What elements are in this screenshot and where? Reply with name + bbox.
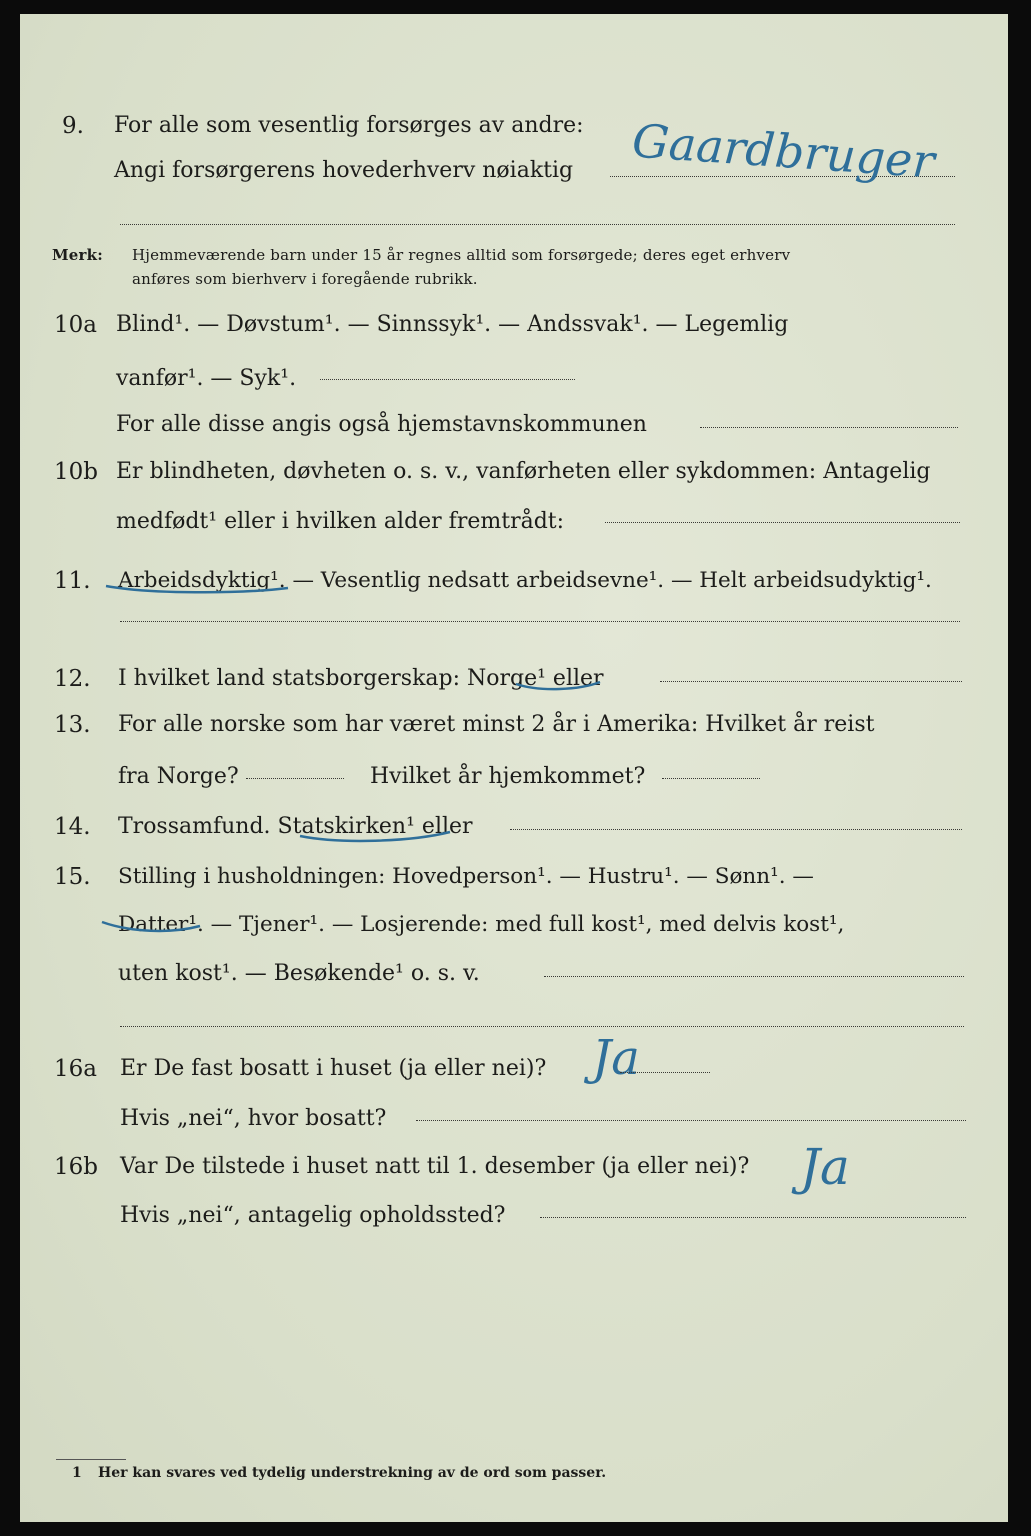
q14-number: 14. (54, 814, 91, 840)
q15-second-line (120, 1026, 964, 1027)
q13-line-2a: fra Norge? (118, 764, 239, 789)
q16b-line-1: Var De tilstede i huset natt til 1. desember (ja eller nei)? (120, 1154, 750, 1179)
footnote-mark: 1 (72, 1465, 82, 1481)
q11-number: 11. (54, 568, 91, 594)
q16a-answer-line (620, 1072, 710, 1073)
q10a-answer-line (320, 379, 575, 380)
q10b-answer-line (605, 522, 960, 523)
q9-number: 9. (62, 113, 84, 139)
merk-line-2: anføres som bierhverv i foregående rubrikk. (132, 270, 478, 288)
q10b-line-1: Er blindheten, døvheten o. s. v., vanførheten eller sykdommen: Antagelig (116, 459, 931, 484)
q14-answer-line (510, 829, 962, 830)
q10a-hjemstavn-line (700, 427, 958, 428)
q9-instruction: Angi forsørgerens hovederhverv nøiaktig (114, 158, 574, 183)
q12-answer-line (660, 681, 962, 682)
q10a-line-1: Blind¹. — Døvstum¹. — Sinnssyk¹. — Andssvak¹. — Legemlig (116, 312, 789, 337)
q9-second-line (120, 224, 955, 225)
q10a-line-3: For alle disse angis også hjemstavnskommunen (116, 412, 647, 437)
q16b-number: 16b (54, 1154, 98, 1180)
q13-reist-line (246, 778, 344, 779)
q16a-number: 16a (54, 1056, 97, 1082)
q12-number: 12. (54, 666, 91, 692)
q11-line-1: Arbeidsdyktig¹. — Vesentlig nedsatt arbeidsevne¹. — Helt arbeidsudyktig¹. (118, 568, 932, 593)
q16a-line-2: Hvis „nei“, hvor bosatt? (120, 1106, 387, 1131)
q13-line-2b: Hvilket år hjemkommet? (370, 764, 646, 789)
q15-line-3: uten kost¹. — Besøkende¹ o. s. v. (118, 961, 480, 986)
q16a-bosatt-line (416, 1120, 966, 1121)
q14-line-1: Trossamfund. Statskirken¹ eller (118, 814, 473, 839)
q16a-handwritten-answer: Ja (592, 1030, 640, 1086)
q15-number: 15. (54, 864, 91, 890)
q10b-number: 10b (54, 459, 98, 485)
q15-answer-line (544, 976, 964, 977)
q16b-opholdssted-line (540, 1217, 966, 1218)
q10a-number: 10a (54, 312, 97, 338)
footnote-text: Her kan svares ved tydelig understrekning av de ord som passer. (98, 1465, 607, 1481)
q13-line-1: For alle norske som har været minst 2 år i Amerika: Hvilket år reist (118, 712, 875, 737)
q15-line-2: Datter¹. — Tjener¹. — Losjerende: med full kost¹, med delvis kost¹, (118, 912, 845, 937)
q16b-line-2: Hvis „nei“, antagelig opholdssted? (120, 1203, 506, 1228)
q16b-handwritten-answer: Ja (800, 1138, 850, 1196)
census-form-page (20, 14, 1008, 1522)
q16a-line-1: Er De fast bosatt i huset (ja eller nei)? (120, 1056, 547, 1081)
q15-line-1: Stilling i husholdningen: Hovedperson¹. — Hustru¹. — Sønn¹. — (118, 864, 814, 889)
q13-hjemkommet-line (662, 778, 760, 779)
q11-second-line (120, 621, 960, 622)
q13-number: 13. (54, 712, 91, 738)
q10b-line-2: medfødt¹ eller i hvilken alder fremtrådt: (116, 509, 565, 534)
q9-handwritten-answer: Gaardbruger (630, 113, 937, 189)
q10a-line-2: vanfør¹. — Syk¹. (116, 366, 297, 391)
footnote-rule (56, 1459, 126, 1460)
merk-label: Merk: (52, 246, 103, 264)
q12-line-1: I hvilket land statsborgerskap: Norge¹ eller (118, 666, 604, 691)
merk-line-1: Hjemmeværende barn under 15 år regnes alltid som forsørgede; deres eget erhverv (132, 246, 791, 264)
q9-question: For alle som vesentlig forsørges av andre: (114, 113, 584, 138)
